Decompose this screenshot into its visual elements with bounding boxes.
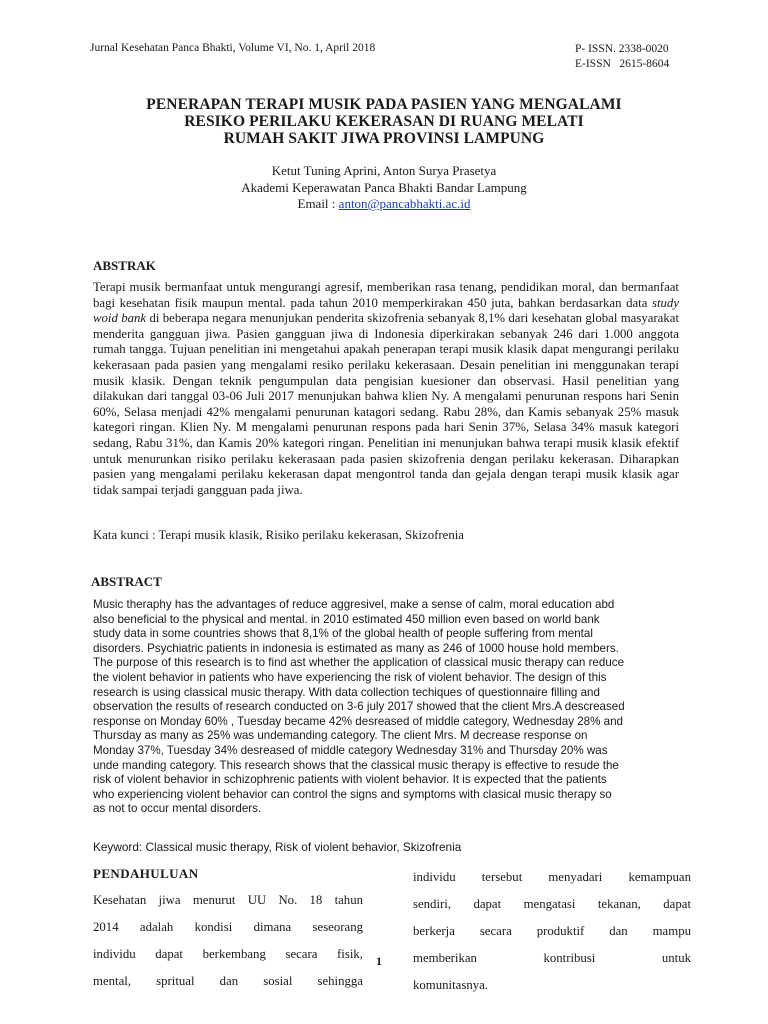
- title-line-1: PENERAPAN TERAPI MUSIK PADA PASIEN YANG MENGALAMI: [146, 96, 622, 113]
- author-block: [80, 163, 688, 213]
- author-names: Ketut Tuning Aprini, Anton Surya Prasetya: [271, 163, 497, 178]
- e-issn: E-ISSN 2615-8604: [575, 58, 670, 70]
- journal-header: Jurnal Kesehatan Panca Bhakti, Volume VI, No. 1, April 2018: [90, 42, 376, 54]
- abstrak-text-part-2: di beberapa negara menunjukan penderita skizofrenia sebanyak 8,1% dari kesehatan global masyarakat menderita gangguan jiwa. Pasien gangguan jiwa di Indonesia diperkirakan sebanyak 246 dari 1.000 anggota rumah tangga. Tujuan penelitian ini mengetahui apakah penerapan terapi musik klasik dapat mengurangi perilaku kekerasaan pada pasien yang mengalami resiko perilaku kekerasaan. Desain penelitian ini menggunakan terapi musik klasik. Dengan teknik pengumpulan data pengisian kuesioner dan observasi. Hasil penelitian yang dilakukan dari tanggal 03-06 Juli 2017 menunjukan bahwa klien Ny. A mengalami penurunan respons hari Senin 60%, Selasa menjadi 42% mengalami penurunan katagori sedang. Rabu 28%, dan Kamis sebanyak 25% masuk kategori ringan. Klien Ny. M mengalami penurunan respons pada hari Senin 37%, Selasa 34% masuk kategori sedang, Rabu 31%, dan Kamis 20% kategori ringan. Penelitian ini menunjukan bahwa terapi musik klasik efektif untuk menurunkan risiko perilaku kekerasaan pada pasien skizofrenia dengan perilaku kekerasan. Diharapkan pasien yang mengalami perilaku kekerasan dapat mengontrol tanda dan gejala dengan terapi musik klasik agar tidak sampai terjadi gangguan pada jiwa.: [93, 311, 679, 497]
- abstract-keywords: Keyword: Classical music therapy, Risk of violent behavior, Skizofrenia: [93, 840, 462, 854]
- title-line-3: RUMAH SAKIT JIWA PROVINSI LAMPUNG: [223, 130, 545, 147]
- abstract-line: who experiencing violent behavior can control the signs and symptoms with clasical music therapy so: [93, 787, 612, 801]
- page-number: 1: [376, 954, 382, 968]
- p-issn: P- ISSN. 2338-0020: [575, 43, 669, 55]
- body-line: individu tersebut menyadari kemampuan: [413, 870, 691, 884]
- author-email-line: [80, 196, 688, 213]
- abstract-line: response on Monday 60% , Tuesday became 42% desreased of middle category, Wednesday 28% and: [93, 714, 623, 728]
- abstract-line: as not to occur mental disorders.: [93, 802, 262, 816]
- abstract-line: Music theraphy has the advantages of reduce aggresivel, make a sense of calm, moral education abd: [93, 598, 615, 611]
- body-line: Kesehatan jiwa menurut UU No. 18 tahun: [93, 893, 363, 907]
- pendahuluan-left-column: [93, 887, 363, 995]
- abstrak-text-part-1: Terapi musik bermanfaat untuk mengurangi agresif, memberikan rasa tenang, pendidikan moral, dan bermanfaat bagi kesehatan fisik maupun mental. pada tahun 2010 memperkirakan 450 juta, bahkan berdasarkan data: [93, 280, 679, 310]
- abstract-line: research is using classical music therapy. With data collection techiques of questionnaire filling and: [93, 685, 600, 699]
- abstrak-heading: ABSTRAK: [93, 258, 156, 273]
- abstract-line: study data in some countries shows that 8,1% of the global health of people suffering from mental: [93, 627, 593, 641]
- abstrak-text: [93, 280, 679, 498]
- abstract-line: also beneficial to the physical and mental. in 2010 estimated 450 million even based on world bank: [93, 612, 600, 626]
- abstract-line: Monday 37%, Tuesday 34% desreased of middle category Wednesday 31% and Thursday 20% was: [93, 743, 608, 757]
- pendahuluan-heading: PENDAHULUAN: [93, 866, 199, 881]
- abstract-line: observation the results of research conducted on 3-6 july 2017 showed that the client Mrs.A descreased: [93, 700, 625, 714]
- abstract-text: [93, 598, 683, 817]
- body-line: mental, spritual dan sosial sehingga: [93, 974, 363, 988]
- abstract-line: disorders. Psychiatric patients in indonesia is estimated as many as 246 of 1000 house hold members.: [93, 641, 619, 655]
- abstract-heading: ABSTRACT: [91, 574, 162, 589]
- abstract-line: unde manding category. This research shows that the classical music therapy is effective to resude the: [93, 758, 619, 772]
- kata-kunci: Kata kunci : Terapi musik klasik, Risiko perilaku kekerasan, Skizofrenia: [93, 528, 464, 542]
- author-affiliation: Akademi Keperawatan Panca Bhakti Bandar Lampung: [241, 179, 527, 195]
- abstract-line: Thursday as many as 25% was undemanding category. The client Mrs. M decrease response on: [93, 729, 588, 743]
- body-line: komunitasnya.: [413, 978, 488, 992]
- title-line-2: RESIKO PERILAKU KEKERASAN DI RUANG MELATI: [184, 113, 584, 130]
- email-link[interactable]: anton@pancabhakti.ac.id: [338, 196, 471, 211]
- issn-block: [575, 42, 669, 72]
- abstract-line: risk of violent behavior in schizophrenic patients with violent behavior. It is expected that the patients: [93, 773, 607, 787]
- body-line: berkerja secara produktif dan mampu: [413, 924, 691, 938]
- abstract-line: The purpose of this research is to find ast whether the application of classical music therapy can reduce: [93, 656, 625, 670]
- body-line: memberikan kontribusi untuk: [413, 951, 691, 965]
- abstract-line: the violent behavior in patients who have experiencing the risk of violent behavior. The design of this: [93, 670, 607, 684]
- email-label: Email :: [297, 196, 339, 211]
- abstrak-italic-term: study woid bank: [93, 295, 679, 326]
- body-line: 2014 adalah kondisi dimana seseorang: [93, 920, 363, 934]
- paper-title: [80, 96, 688, 147]
- body-line: sendiri, dapat mengatasi tekanan, dapat: [413, 897, 691, 911]
- body-line: individu dapat berkembang secara fisik,: [93, 947, 363, 961]
- pendahuluan-right-column: [413, 864, 691, 999]
